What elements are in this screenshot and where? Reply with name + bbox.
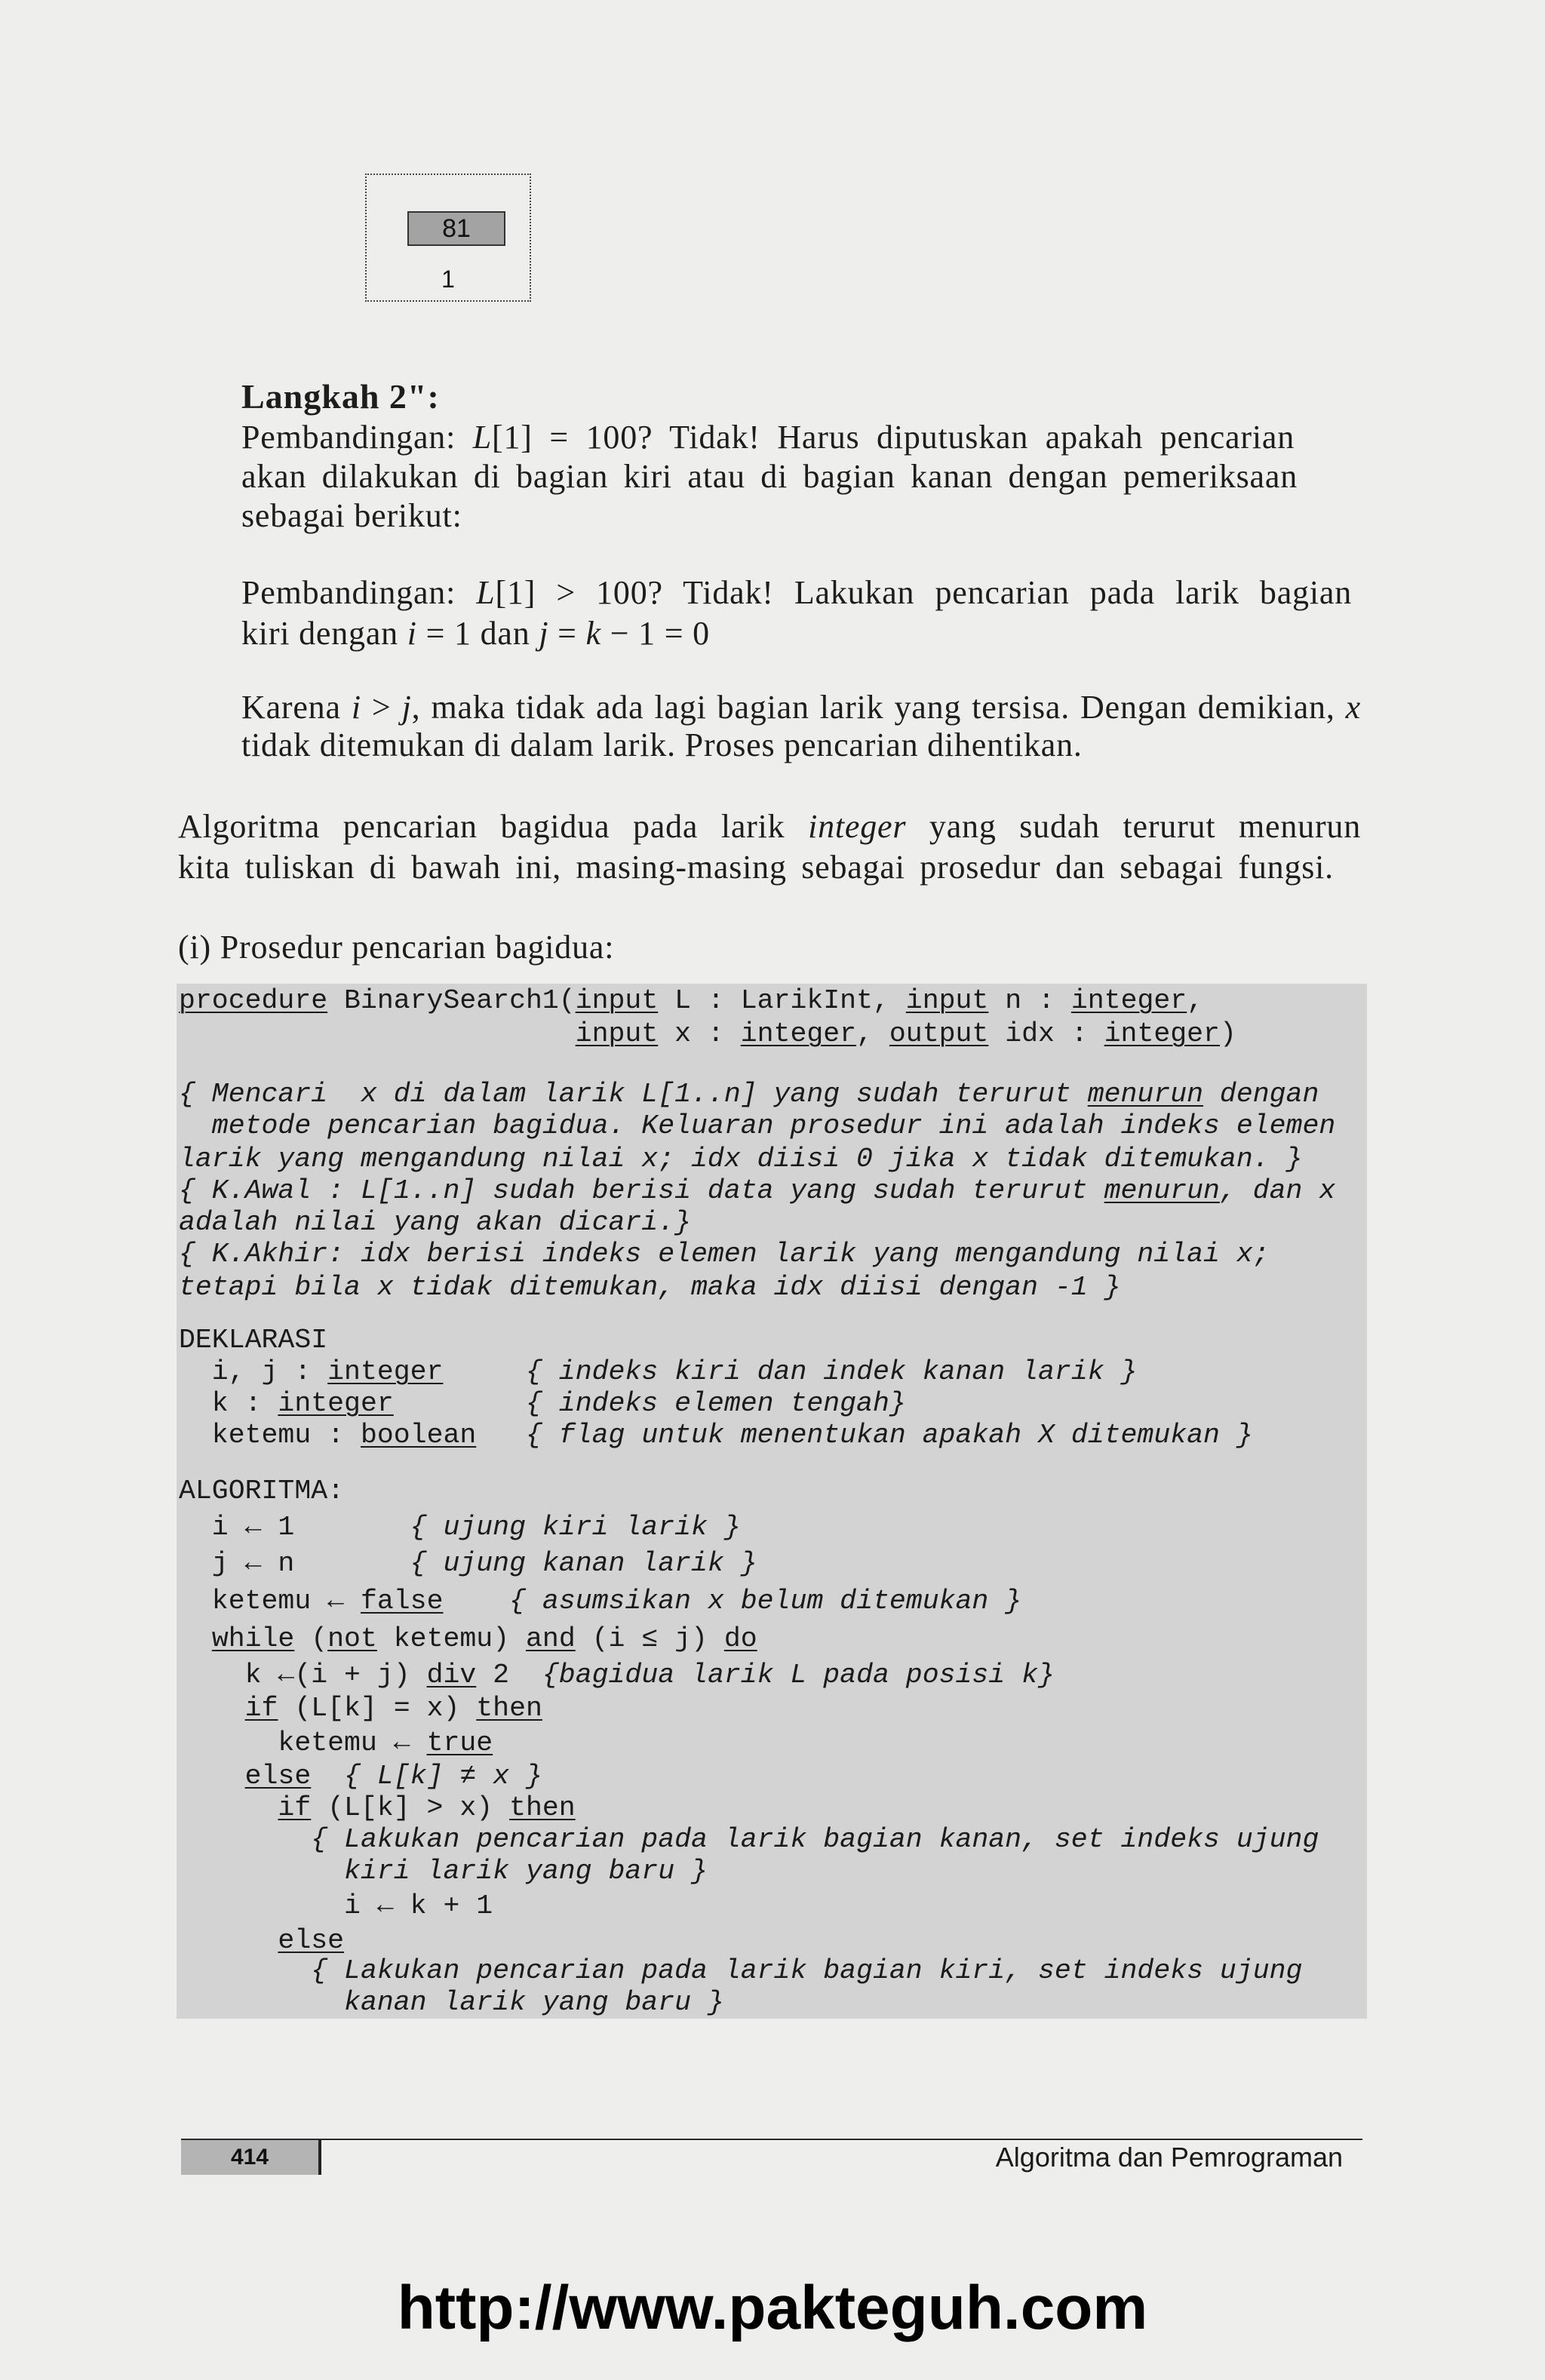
code-keyword: and (526, 1623, 576, 1654)
code-keyword: then (476, 1693, 542, 1724)
code-comment: { Mencari x di dalam larik L[1..n] yang sudah terurut (179, 1079, 1088, 1110)
code-comment: kiri larik yang baru } (179, 1856, 708, 1887)
code-line (179, 1387, 906, 1420)
code-comment-keyword: menurun (1104, 1175, 1220, 1206)
code-text: i ← k + 1 (179, 1890, 493, 1921)
text-run: , maka tidak ada lagi bagian larik yang tersisa. Dengan demikian, (411, 689, 1346, 726)
code-comment: { Lakukan pencarian pada larik bagian kiri, set indeks ujung (311, 1955, 1303, 1986)
code-line (179, 1924, 344, 1958)
code-text: j ← n (179, 1548, 410, 1579)
code-keyword: else (244, 1761, 312, 1792)
code-text: ( (294, 1623, 328, 1654)
code-comment: , dan x (1219, 1175, 1336, 1206)
code-keyword: integer (327, 1356, 444, 1387)
text-run: [1] > 100? Tidak! Lakukan pencarian pada larik bagian (495, 574, 1352, 611)
math-variable: i (407, 615, 417, 652)
text-run: Pembandingan: (241, 419, 473, 456)
code-comment: larik yang mengandung nilai x; idx diisi 0 jika x tidak ditemukan. } (179, 1144, 1303, 1175)
code-keyword: div (426, 1660, 477, 1691)
code-text (179, 1018, 576, 1049)
code-line (179, 1727, 493, 1760)
text-run: − 1 = 0 (600, 615, 710, 652)
code-text: ketemu ← (179, 1586, 361, 1617)
code-line (179, 1175, 1335, 1208)
text-run: tidak ditemukan di dalam larik. Proses pencarian dihentikan. (241, 726, 1083, 763)
code-text (179, 1693, 245, 1724)
code-comment-keyword: menurun (1087, 1079, 1204, 1110)
code-text (476, 1420, 526, 1451)
code-text: ) (1219, 1018, 1236, 1049)
step-line (241, 726, 1083, 765)
code-keyword: procedure (179, 985, 328, 1016)
code-text: BinarySearch1( (327, 985, 576, 1016)
code-line (179, 1659, 1055, 1692)
code-comment: tetapi bila x tidak ditemukan, maka idx diisi dengan -1 } (179, 1272, 1121, 1303)
code-text: , (856, 1018, 889, 1049)
code-block (177, 984, 1367, 2019)
code-text (179, 1792, 278, 1823)
code-comment: { L[k] ≠ x } (344, 1761, 542, 1792)
math-variable: j (401, 689, 412, 726)
text-run: > (361, 689, 402, 726)
step-heading: Langkah 2": (241, 377, 440, 416)
code-comment: kanan larik yang baru } (179, 1987, 724, 2018)
footer-rule (181, 2139, 1362, 2140)
code-text: ALGORITMA: (179, 1476, 345, 1506)
code-text (179, 1824, 311, 1855)
code-text (311, 1761, 344, 1792)
code-text (179, 1955, 311, 1986)
math-variable: x (1345, 689, 1362, 726)
subheading: (i) Prosedur pencarian bagidua: (178, 929, 615, 966)
code-keyword: true (426, 1727, 493, 1758)
code-comment: { flag untuk menentukan apakah X ditemukan } (526, 1420, 1253, 1451)
code-comment: { K.Awal : L[1..n] sudah berisi data yang sudah terurut (179, 1175, 1104, 1206)
code-comment: { Lakukan pencarian pada larik bagian kanan, set indeks ujung (311, 1824, 1319, 1855)
code-text: ketemu : (179, 1420, 361, 1451)
code-keyword: input (575, 985, 659, 1016)
code-line (179, 1238, 1270, 1271)
code-text: 2 (476, 1660, 542, 1691)
code-line (179, 1855, 708, 1888)
code-comment: metode pencarian bagidua. Keluaran prosedur ini adalah indeks elemen (179, 1110, 1336, 1141)
code-text: i ← 1 (179, 1512, 410, 1543)
code-comment: { indeks elemen tengah} (525, 1388, 906, 1419)
code-keyword: output (889, 1018, 989, 1049)
code-line (179, 1511, 741, 1544)
math-variable: L (472, 419, 493, 456)
text-run: = 1 dan (416, 615, 539, 652)
code-comment: { indeks kiri dan indek kanan larik } (526, 1356, 1138, 1387)
step-line (241, 614, 710, 653)
code-text: (i ≤ j) (575, 1623, 724, 1654)
step-line (241, 688, 1361, 727)
code-text (179, 1623, 212, 1654)
code-text (394, 1388, 526, 1419)
text-run: sebagai berikut: (241, 497, 462, 534)
math-variable: i (351, 689, 361, 726)
book-title: Algoritma dan Pemrograman (995, 2142, 1343, 2173)
text-run: Karena (241, 689, 352, 726)
code-line (179, 1078, 1319, 1111)
step-line (241, 573, 1352, 613)
code-keyword: while (211, 1623, 295, 1654)
code-line (179, 1324, 327, 1357)
emphasis-term: integer (808, 808, 907, 845)
text-run: kita tuliskan di bawah ini, masing-masing sebagai prosedur dan sebagai fungsi. (178, 849, 1334, 886)
array-index-label: 1 (441, 266, 455, 293)
text-run: yang sudah terurut menurun (906, 808, 1361, 845)
math-variable: L (476, 574, 496, 611)
code-text: k : (179, 1388, 278, 1419)
code-keyword: then (509, 1792, 576, 1823)
math-variable: k (585, 615, 601, 652)
code-line (179, 1585, 1021, 1618)
code-line (179, 1271, 1121, 1304)
code-keyword: boolean (360, 1420, 477, 1451)
code-keyword: if (244, 1693, 278, 1724)
text-run: Algoritma pencarian bagidua pada larik (178, 808, 809, 845)
code-comment: {bagidua larik L pada posisi k} (542, 1660, 1055, 1691)
code-text: (L[k] > x) (311, 1792, 510, 1823)
code-comment: { ujung kanan larik } (410, 1548, 757, 1579)
code-text (179, 1761, 245, 1792)
code-text: (L[k] = x) (278, 1693, 477, 1724)
code-line (179, 984, 1203, 1018)
code-keyword: input (905, 985, 989, 1016)
code-line (179, 1692, 542, 1725)
step-line (241, 457, 1298, 496)
code-text: , (1187, 985, 1204, 1016)
text-run: kiri dengan (241, 615, 407, 652)
step-line (241, 418, 1295, 457)
code-comment: { ujung kiri larik } (410, 1512, 741, 1543)
code-line (179, 1356, 1137, 1389)
code-line (179, 1143, 1302, 1176)
code-keyword: integer (278, 1388, 394, 1419)
step-line (241, 496, 462, 536)
code-comment: dengan (1203, 1079, 1319, 1110)
code-text: ketemu ← (179, 1727, 427, 1758)
intro-line (178, 807, 1361, 846)
source-url: http://www.pakteguh.com (397, 2274, 1148, 2342)
code-line (179, 1890, 493, 1923)
code-line (179, 1955, 1302, 1988)
code-line (179, 1760, 542, 1793)
text-run: [1] = 100? Tidak! Harus diputuskan apakah pencarian (492, 419, 1295, 456)
code-line (179, 1547, 757, 1580)
code-comment: { K.Akhir: idx berisi indeks elemen larik yang mengandung nilai x; (179, 1239, 1270, 1270)
code-keyword: not (327, 1623, 377, 1654)
code-keyword: integer (1104, 1018, 1220, 1049)
code-line (179, 1419, 1253, 1452)
code-text: L : LarikInt, (658, 985, 906, 1016)
code-comment: adalah nilai yang akan dicari.} (179, 1207, 692, 1238)
code-text: idx : (988, 1018, 1104, 1049)
code-line (179, 1018, 1236, 1051)
code-keyword: else (278, 1925, 345, 1956)
intro-line (178, 848, 1334, 887)
code-line (179, 1792, 576, 1825)
code-text (443, 1356, 526, 1387)
text-run: akan dilakukan di bagian kiri atau di bagian kanan dengan pemeriksaan (241, 458, 1298, 495)
code-line (179, 1206, 691, 1239)
code-text: i, j : (179, 1356, 328, 1387)
code-line (179, 1623, 757, 1656)
math-variable: j (539, 615, 549, 652)
code-text (443, 1586, 509, 1617)
text-run: = (548, 615, 586, 652)
code-comment: { asumsikan x belum ditemukan } (509, 1586, 1022, 1617)
code-keyword: integer (1070, 985, 1187, 1016)
code-text: k ←(i + j) (179, 1660, 427, 1691)
code-line (179, 1110, 1335, 1143)
array-cell: 81 (407, 211, 505, 246)
code-line (179, 1986, 724, 2019)
code-text: x : (658, 1018, 741, 1049)
code-text: DEKLARASI (179, 1325, 328, 1356)
code-keyword: integer (740, 1018, 857, 1049)
code-keyword: false (360, 1586, 444, 1617)
page-number: 414 (181, 2140, 321, 2175)
code-text: n : (988, 985, 1071, 1016)
code-keyword: do (723, 1623, 757, 1654)
code-line (179, 1475, 344, 1508)
code-text (179, 1925, 278, 1956)
text-run: Pembandingan: (241, 574, 477, 611)
code-keyword: input (575, 1018, 659, 1049)
code-keyword: if (278, 1792, 312, 1823)
code-line (179, 1823, 1319, 1856)
code-text: ketemu) (376, 1623, 527, 1654)
